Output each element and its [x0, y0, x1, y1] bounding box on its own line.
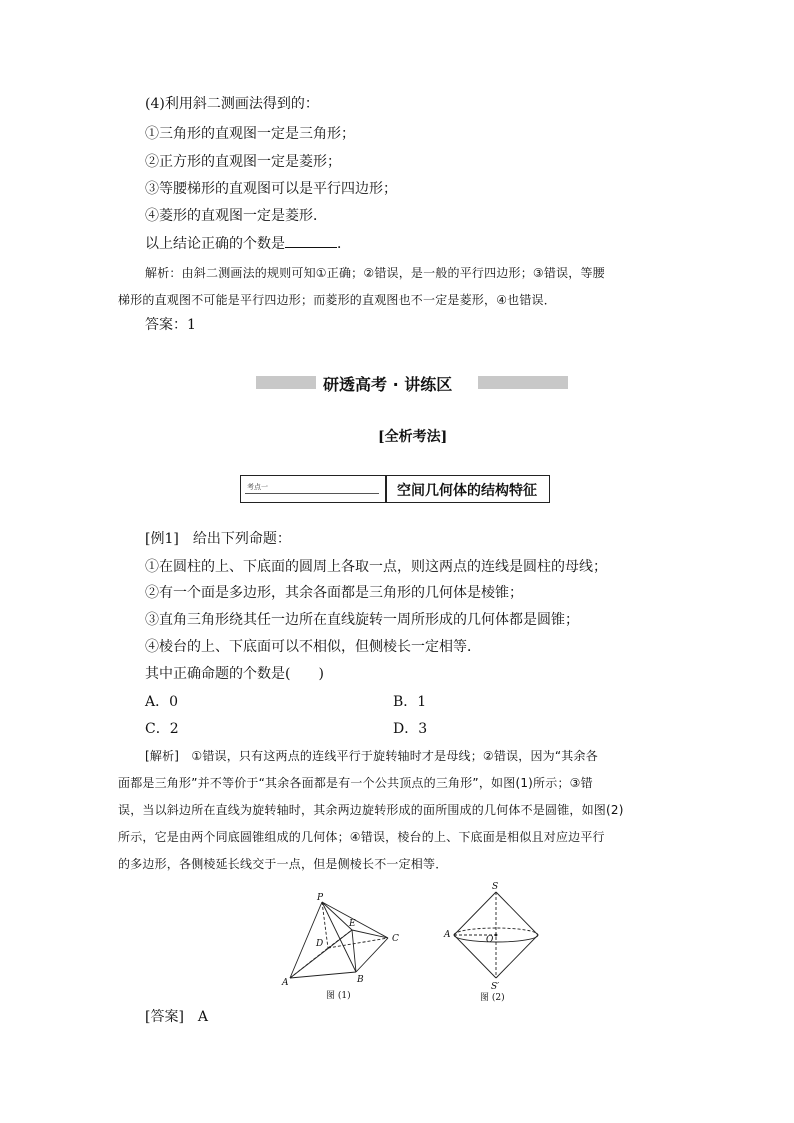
example-item-3: ③直角三角形绕其任一边所在直线旋转一周所形成的几何体都是圆锥；: [145, 612, 579, 628]
example-ask: 其中正确命题的个数是( ): [145, 666, 324, 682]
edge-PB: [322, 902, 356, 972]
double-cone-figure: [440, 880, 550, 1005]
q4-item-3: ③等腰梯形的直观图可以是平行四边形；: [145, 181, 397, 197]
topic-box: [240, 475, 550, 503]
example-answer: [答案] A: [145, 1009, 209, 1025]
topic-divider: [385, 476, 387, 502]
edge-DC: [328, 938, 388, 948]
example-item-4: ④棱台的上、下底面可以不相似，但侧棱长一定相等．: [145, 639, 481, 655]
fig2-caption: 图 (2): [480, 993, 505, 1003]
q4-ask-end: ．: [337, 236, 351, 252]
label-S-prime: S′: [491, 982, 500, 992]
section-bar-right: [478, 376, 568, 389]
label-A: A: [282, 978, 289, 988]
solution-line-4: 所示，它是由两个同底圆锥组成的几何体；④错误，棱台的上、下底面是相似且对应边平行: [118, 830, 605, 844]
example-stem: [例1] 给出下列命题：: [145, 531, 291, 547]
topic-name: 空间几何体的结构特征: [397, 483, 537, 499]
edge-AB: [290, 972, 356, 978]
q4-item-1: ①三角形的直观图一定是三角形；: [145, 126, 355, 142]
option-b: B．1: [393, 694, 427, 710]
edge-SR: [496, 892, 538, 935]
solution-line-1: [解析] ①错误，只有这两点的连线平行于旋转轴时才是母线；②错误，因为“其余各: [145, 749, 598, 763]
q4-answer: 答案：1: [145, 317, 196, 333]
q4-analysis-line2: 梯形的直观图不可能是平行四边形；而菱形的直观图也不一定是菱形，④也错误．: [118, 293, 556, 307]
label-B: B: [357, 975, 364, 985]
label-D: D: [316, 939, 324, 949]
solution-line-2: 面都是三角形”并不等价于“其余各面都是有一个公共顶点的三角形”，如图(1)所示；③错: [118, 776, 593, 790]
label-A2: A: [444, 930, 451, 940]
topic-tag-underline: [245, 493, 379, 494]
option-d: D．3: [393, 721, 428, 737]
label-S: S: [492, 882, 499, 892]
q4-ask: [145, 234, 351, 253]
label-P: P: [317, 893, 324, 903]
solution-line-5: 的多边形，各侧棱延长线交于一点，但是侧棱长不一定相等．: [118, 857, 448, 871]
answer-blank: [285, 234, 337, 248]
label-O: O: [486, 935, 494, 945]
edge-EC: [352, 930, 388, 938]
section-subtitle: [全析考法]: [378, 429, 448, 445]
center-point: [495, 934, 498, 937]
label-C: C: [392, 934, 399, 944]
q4-item-4: ④菱形的直观图一定是菱形．: [145, 208, 327, 224]
section-title: 研透高考 · 讲练区: [323, 375, 453, 394]
label-E: E: [349, 919, 356, 929]
q4-analysis-line1: 解析：由斜二测画法的规则可知①正确；②错误，是一般的平行四边形；③错误，等腰: [145, 266, 605, 280]
example-item-1: ①在圆柱的上、下底面的圆周上各取一点，则这两点的连线是圆柱的母线；: [145, 559, 607, 575]
q4-item-2: ②正方形的直观图一定是菱形；: [145, 154, 341, 170]
edge-BC: [356, 938, 388, 972]
q4-ask-text: 以上结论正确的个数是: [145, 236, 285, 252]
solution-line-3: 误，当以斜边所在直线为旋转轴时，其余两边旋转形成的面所围成的几何体不是圆锥，如图(2): [118, 803, 624, 817]
fig1-caption: 图 (1): [326, 991, 351, 1001]
topic-tag: 考点一: [247, 483, 268, 491]
option-a: A．0: [145, 694, 179, 710]
section-bar-left: [256, 376, 316, 389]
q4-stem: (4)利用斜二测画法得到的：: [145, 96, 319, 112]
option-c: C．2: [145, 721, 179, 737]
example-item-2: ②有一个面是多边形，其余各面都是三角形的几何体是棱锥；: [145, 585, 523, 601]
pyramid-figure: [280, 890, 410, 1005]
